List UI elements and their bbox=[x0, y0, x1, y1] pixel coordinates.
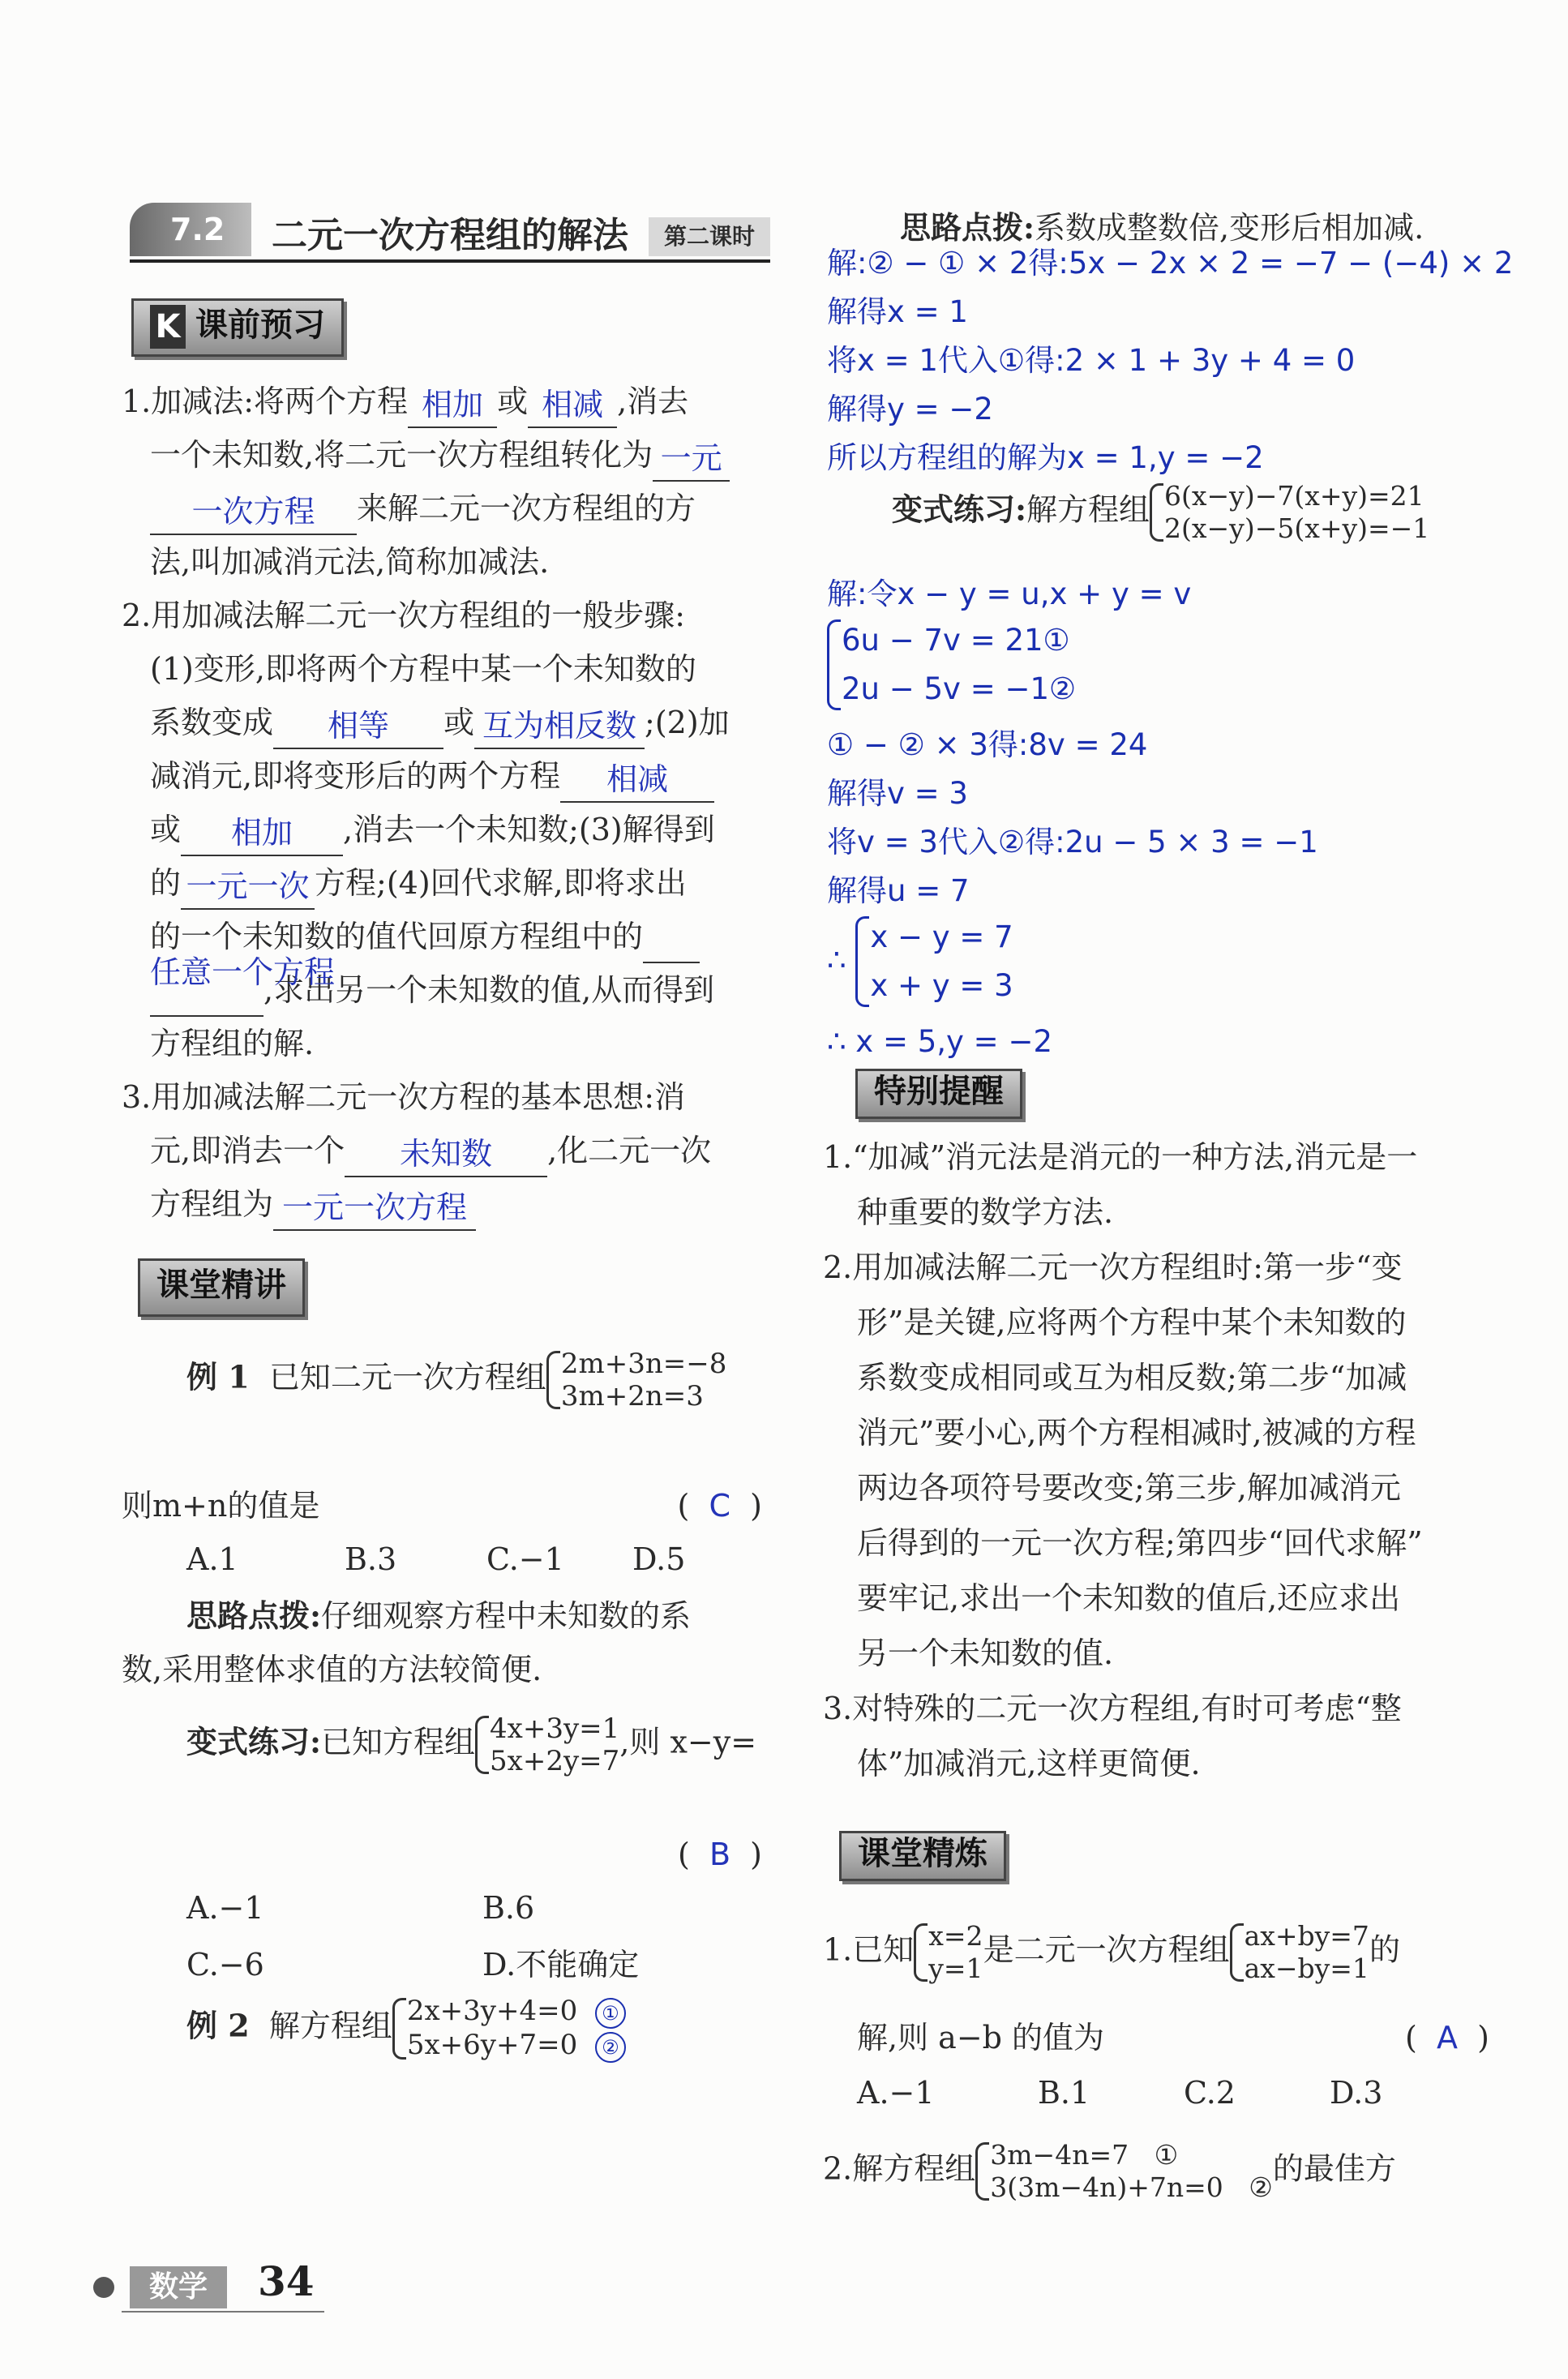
answer-blank: 未知数 bbox=[400, 1136, 493, 1172]
special-line-6: 消元”要小心,两个方程相减时,被减的方程 bbox=[857, 1415, 1416, 1451]
var1-stem: 变式练习:已知方程组 4x+3y=1 5x+2y=7 ,则 x−y= bbox=[186, 1712, 757, 1777]
ex1-hint-line2: 数,采用整体求值的方法较简便. bbox=[122, 1652, 542, 1687]
footer-subject: 数学 bbox=[130, 2266, 227, 2308]
special-badge: 特别提醒 bbox=[855, 1069, 1022, 1119]
pre-q3-line1: 3.用加减法解二元一次方程的基本思想:消 bbox=[122, 1079, 686, 1115]
special-line-2: 种重要的数学方法. bbox=[857, 1194, 1114, 1230]
answer-blank: 相减 bbox=[606, 761, 669, 797]
special-line-11: 3.对特殊的二元一次方程组,有时可考虑“整 bbox=[823, 1691, 1402, 1726]
answer-blank: 一元 bbox=[660, 440, 722, 476]
var1-answer: B bbox=[709, 1837, 731, 1872]
sol2-line-3: 解得v = 3 bbox=[827, 776, 968, 811]
ex1-opt-d: D.5 bbox=[632, 1541, 686, 1577]
pre-q2-line4: 减消元,即将变形后的两个方程 相减 bbox=[150, 749, 714, 803]
section-title: 二元一次方程组的解法 bbox=[272, 215, 628, 256]
special-line-3: 2.用加减法解二元一次方程组时:第一步“变 bbox=[823, 1250, 1403, 1285]
preview-badge-label: 课前预习 bbox=[195, 306, 325, 344]
class-badge: 课堂精讲 bbox=[138, 1258, 305, 1317]
footer-line bbox=[122, 2311, 324, 2313]
pre-q3-line2: 元,即消去一个 未知数 ,化二元一次 bbox=[150, 1124, 711, 1177]
sol-line-3: 将x = 1代入①得:2 × 1 + 3y + 4 = 0 bbox=[827, 343, 1356, 378]
pre-q1-line2: 一个未知数,将二元一次方程组转化为 一元 bbox=[150, 428, 730, 482]
pre-q3-line3: 方程组为 一元一次方程 bbox=[150, 1177, 476, 1231]
var1-opt-c: C.−6 bbox=[186, 1947, 264, 1982]
ex1-opt-b: B.3 bbox=[345, 1541, 397, 1577]
pre-q2-line3: 系数变成 相等 或 互为相反数 ;(2)加 bbox=[150, 696, 730, 749]
right-hint: 思路点拨:系数成整数倍,变形后相加减. bbox=[900, 209, 1424, 246]
special-line-4: 形”是关键,应将两个方程中某个未知数的 bbox=[857, 1305, 1407, 1340]
answer-blank: 相加 bbox=[422, 387, 484, 422]
pre-q2-line6: 的 一元一次 方程;(4)回代求解,即将求出 bbox=[150, 856, 687, 910]
answer-blank: 相等 bbox=[328, 708, 390, 744]
answer-blank: 一元一次方程 bbox=[282, 1190, 468, 1225]
sol2-system: 6u − 7v = 21① 2u − 5v = −1② bbox=[827, 616, 1076, 714]
practice-q1-opt-d: D.3 bbox=[1330, 2075, 1383, 2111]
practice-q1-question: 解,则 a−b 的值为 ( A ) bbox=[857, 2020, 1489, 2055]
special-line-9: 要牢记,求出一个未知数的值后,还应求出 bbox=[857, 1580, 1401, 1616]
pre-q2-line8: 任意一个方程 ,求出另一个未知数的值,从而得到 bbox=[150, 963, 714, 1017]
special-line-8: 后得到的一元一次方程;第四步“回代求解” bbox=[857, 1525, 1423, 1561]
ex2-stem: 例 2 解方程组 2x+3y+4=0 ① 5x+6y+7=0 ② bbox=[186, 1995, 626, 2063]
sol2-line-1: 解:令x − y = u,x + y = v bbox=[827, 577, 1192, 611]
sol2-line-4: 将v = 3代入②得:2u − 5 × 3 = −1 bbox=[827, 825, 1318, 859]
ex1-stem: 例 1 已知二元一次方程组 2m+3n=−8 3m+2n=3 bbox=[186, 1348, 727, 1412]
sol2-therefore-system: ∴ x − y = 7 x + y = 3 bbox=[827, 913, 1013, 1010]
sol2-final: ∴ x = 5,y = −2 bbox=[827, 1024, 1052, 1059]
answer-blank: 相减 bbox=[542, 387, 604, 422]
practice-q1-stem: 1.已知 x=2 y=1 是二元一次方程组 ax+by=7 ax−by=1 的 bbox=[823, 1920, 1400, 1984]
ex1-answer: C bbox=[709, 1488, 731, 1524]
answer-blank: 任意一个方程 bbox=[150, 954, 336, 990]
special-line-12: 体”加减消元,这样更简便. bbox=[857, 1746, 1201, 1781]
special-line-5: 系数变成相同或互为相反数;第二步“加减 bbox=[857, 1360, 1407, 1395]
var1-opt-b: B.6 bbox=[482, 1890, 535, 1926]
ex1-question: 则m+n的值是 ( C ) bbox=[122, 1488, 762, 1524]
practice-q1-opt-b: B.1 bbox=[1038, 2075, 1090, 2111]
lesson-tag: 第二课时 bbox=[649, 217, 770, 256]
answer-blank: 一次方程 bbox=[191, 494, 315, 529]
special-line-7: 两边各项符号要改变;第三步,解加减消元 bbox=[857, 1470, 1401, 1506]
pre-q2-line1: 2.用加减法解二元一次方程组的一般步骤: bbox=[122, 598, 686, 633]
preview-badge bbox=[131, 298, 344, 357]
sol2-line-5: 解得u = 7 bbox=[827, 873, 970, 908]
ex1-hint-line1: 思路点拨:仔细观察方程中未知数的系 bbox=[186, 1597, 692, 1634]
sol-line-1: 解:② − ① × 2得:5x − 2x × 2 = −7 − (−4) × 2 bbox=[827, 246, 1514, 281]
pre-q2-line2: (1)变形,即将两个方程中某一个未知数的 bbox=[150, 651, 696, 687]
page-number: 34 bbox=[258, 2257, 315, 2305]
ex1-opt-c: C.−1 bbox=[486, 1541, 564, 1577]
ex1-opt-a: A.1 bbox=[186, 1541, 238, 1577]
sol-line-2: 解得x = 1 bbox=[827, 294, 968, 329]
pre-q2-line5: 或 相加 ,消去一个未知数;(3)解得到 bbox=[150, 803, 715, 856]
sol-line-4: 解得y = −2 bbox=[827, 392, 993, 427]
answer-blank: 相加 bbox=[231, 815, 293, 851]
footer-dot bbox=[93, 2277, 114, 2298]
special-line-1: 1.“加减”消元法是消元的一种方法,消元是一 bbox=[823, 1139, 1418, 1175]
pre-q1-line1: 1.加减法:将两个方程 相加 或 相减 ,消去 bbox=[122, 375, 688, 428]
practice-q1-opt-a: A.−1 bbox=[857, 2075, 935, 2111]
k-icon: K bbox=[150, 305, 186, 349]
answer-blank: 一元一次 bbox=[186, 868, 310, 904]
pre-q2-line7: 的一个未知数的值代回原方程组中的 bbox=[150, 910, 700, 963]
practice-q1-opt-c: C.2 bbox=[1184, 2075, 1236, 2111]
sol2-line-2: ① − ② × 3得:8v = 24 bbox=[827, 727, 1148, 762]
answer-blank: 互为相反数 bbox=[482, 708, 637, 744]
sol-line-5: 所以方程组的解为x = 1,y = −2 bbox=[827, 440, 1264, 475]
var1-opt-d: D.不能确定 bbox=[482, 1947, 640, 1982]
practice-badge: 课堂精炼 bbox=[839, 1831, 1006, 1881]
section-title-bar bbox=[130, 203, 770, 263]
practice-q1-answer: A bbox=[1437, 2020, 1459, 2055]
pre-q1-line3: 一次方程 来解二元一次方程组的方 bbox=[150, 482, 696, 535]
var2-stem: 变式练习:解方程组 6(x−y)−7(x+y)=21 2(x−y)−5(x+y)=−1 bbox=[892, 480, 1430, 544]
var1-opt-a: A.−1 bbox=[186, 1890, 264, 1926]
pre-q1-line4: 法,叫加减消元法,简称加减法. bbox=[150, 544, 550, 580]
pre-q2-line9: 方程组的解. bbox=[150, 1026, 315, 1061]
special-line-10: 另一个未知数的值. bbox=[857, 1635, 1114, 1671]
practice-q2-stem: 2.解方程组 3m−4n=7 ① 3(3m−4n)+7n=0 ② 的最佳方 bbox=[823, 2139, 1396, 2203]
section-number: 7.2 bbox=[130, 203, 251, 256]
